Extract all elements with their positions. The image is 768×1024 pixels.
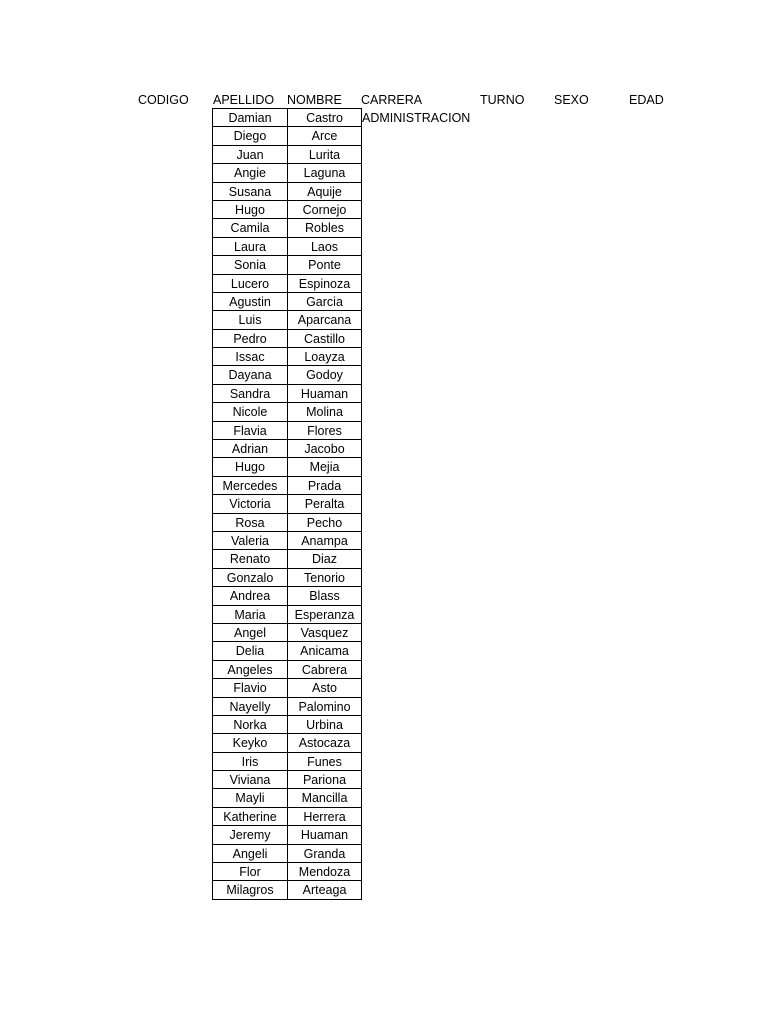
- table-row: [213, 183, 362, 201]
- nombre-cell: Garcia: [288, 293, 362, 311]
- apellido-cell: Iris: [213, 753, 288, 771]
- table-row: [213, 734, 362, 752]
- nombre-cell: Pecho: [288, 514, 362, 532]
- apellido-cell: Susana: [213, 183, 288, 201]
- apellido-cell: Juan: [213, 146, 288, 164]
- nombre-cell: Herrera: [288, 808, 362, 826]
- table-row: [213, 146, 362, 164]
- table-row: [213, 789, 362, 807]
- apellido-cell: Damian: [213, 109, 288, 127]
- nombre-cell: Flores: [288, 422, 362, 440]
- names-table: [212, 108, 362, 900]
- nombre-cell: Lurita: [288, 146, 362, 164]
- nombre-cell: Tenorio: [288, 569, 362, 587]
- apellido-cell: Issac: [213, 348, 288, 366]
- nombre-cell: Funes: [288, 753, 362, 771]
- nombre-cell: Astocaza: [288, 734, 362, 752]
- apellido-cell: Valeria: [213, 532, 288, 550]
- table-row: [213, 422, 362, 440]
- nombre-cell: Cornejo: [288, 201, 362, 219]
- header-nombre: NOMBRE: [287, 93, 342, 107]
- apellido-cell: Flavia: [213, 422, 288, 440]
- table-row: [213, 311, 362, 329]
- table-row: [213, 661, 362, 679]
- header-carrera: CARRERA: [361, 93, 423, 107]
- nombre-cell: Ponte: [288, 256, 362, 274]
- nombre-cell: Aparcana: [288, 311, 362, 329]
- table-row: [213, 403, 362, 421]
- table-row: [213, 863, 362, 881]
- table-row: [213, 771, 362, 789]
- apellido-cell: Nayelly: [213, 698, 288, 716]
- apellido-cell: Jeremy: [213, 826, 288, 844]
- apellido-cell: Angeles: [213, 661, 288, 679]
- nombre-cell: Castillo: [288, 330, 362, 348]
- apellido-cell: Pedro: [213, 330, 288, 348]
- table-row: [213, 293, 362, 311]
- nombre-cell: Arce: [288, 127, 362, 145]
- apellido-cell: Angeli: [213, 845, 288, 863]
- table-row: [213, 330, 362, 348]
- apellido-cell: Delia: [213, 642, 288, 660]
- apellido-cell: Angel: [213, 624, 288, 642]
- table-header: [0, 91, 768, 109]
- nombre-cell: Laguna: [288, 164, 362, 182]
- apellido-cell: Viviana: [213, 771, 288, 789]
- apellido-cell: Hugo: [213, 458, 288, 476]
- table-row: [213, 753, 362, 771]
- nombre-cell: Arteaga: [288, 881, 362, 899]
- table-row: [213, 698, 362, 716]
- apellido-cell: Norka: [213, 716, 288, 734]
- apellido-cell: Angie: [213, 164, 288, 182]
- apellido-cell: Nicole: [213, 403, 288, 421]
- apellido-cell: Mercedes: [213, 477, 288, 495]
- nombre-cell: Urbina: [288, 716, 362, 734]
- nombre-cell: Espinoza: [288, 275, 362, 293]
- table-row: [213, 624, 362, 642]
- nombre-cell: Laos: [288, 238, 362, 256]
- table-row: [213, 219, 362, 237]
- apellido-cell: Gonzalo: [213, 569, 288, 587]
- nombre-cell: Blass: [288, 587, 362, 605]
- table-row: [213, 458, 362, 476]
- apellido-cell: Sonia: [213, 256, 288, 274]
- apellido-cell: Maria: [213, 606, 288, 624]
- nombre-cell: Jacobo: [288, 440, 362, 458]
- nombre-cell: Cabrera: [288, 661, 362, 679]
- nombre-cell: Castro: [288, 109, 362, 127]
- table-row: [213, 532, 362, 550]
- apellido-cell: Keyko: [213, 734, 288, 752]
- header-edad: EDAD: [629, 93, 664, 107]
- nombre-cell: Diaz: [288, 550, 362, 568]
- table-row: [213, 477, 362, 495]
- apellido-cell: Victoria: [213, 495, 288, 513]
- table-row: [213, 238, 362, 256]
- table-row: [213, 256, 362, 274]
- table-row: [213, 366, 362, 384]
- table-row: [213, 881, 362, 899]
- nombre-cell: Prada: [288, 477, 362, 495]
- apellido-cell: Flor: [213, 863, 288, 881]
- apellido-cell: Diego: [213, 127, 288, 145]
- carrera-value: ADMINISTRACION: [362, 111, 471, 125]
- apellido-cell: Hugo: [213, 201, 288, 219]
- nombre-cell: Loayza: [288, 348, 362, 366]
- apellido-cell: Lucero: [213, 275, 288, 293]
- table-row: [213, 127, 362, 145]
- table-row: [213, 109, 362, 127]
- nombre-cell: Granda: [288, 845, 362, 863]
- apellido-cell: Katherine: [213, 808, 288, 826]
- apellido-cell: Adrian: [213, 440, 288, 458]
- nombre-cell: Mancilla: [288, 789, 362, 807]
- header-codigo: CODIGO: [138, 93, 189, 107]
- nombre-cell: Huaman: [288, 385, 362, 403]
- nombre-cell: Mendoza: [288, 863, 362, 881]
- apellido-cell: Sandra: [213, 385, 288, 403]
- table-row: [213, 642, 362, 660]
- nombre-cell: Huaman: [288, 826, 362, 844]
- table-row: [213, 679, 362, 697]
- apellido-cell: Mayli: [213, 789, 288, 807]
- apellido-cell: Camila: [213, 219, 288, 237]
- nombre-cell: Aquije: [288, 183, 362, 201]
- apellido-cell: Luis: [213, 311, 288, 329]
- nombre-cell: Vasquez: [288, 624, 362, 642]
- header-turno: TURNO: [480, 93, 525, 107]
- nombre-cell: Pariona: [288, 771, 362, 789]
- table-row: [213, 587, 362, 605]
- table-row: [213, 495, 362, 513]
- nombre-cell: Mejia: [288, 458, 362, 476]
- table-row: [213, 164, 362, 182]
- apellido-cell: Flavio: [213, 679, 288, 697]
- table-row: [213, 514, 362, 532]
- nombre-cell: Robles: [288, 219, 362, 237]
- header-sexo: SEXO: [554, 93, 589, 107]
- apellido-cell: Agustin: [213, 293, 288, 311]
- apellido-cell: Milagros: [213, 881, 288, 899]
- table-row: [213, 716, 362, 734]
- table-row: [213, 348, 362, 366]
- table-row: [213, 826, 362, 844]
- table-row: [213, 808, 362, 826]
- nombre-cell: Godoy: [288, 366, 362, 384]
- apellido-cell: Laura: [213, 238, 288, 256]
- nombre-cell: Asto: [288, 679, 362, 697]
- apellido-cell: Dayana: [213, 366, 288, 384]
- apellido-cell: Renato: [213, 550, 288, 568]
- nombre-cell: Peralta: [288, 495, 362, 513]
- nombre-cell: Esperanza: [288, 606, 362, 624]
- table-row: [213, 606, 362, 624]
- apellido-cell: Andrea: [213, 587, 288, 605]
- nombre-cell: Palomino: [288, 698, 362, 716]
- apellido-cell: Rosa: [213, 514, 288, 532]
- table-row: [213, 275, 362, 293]
- table-row: [213, 440, 362, 458]
- table-row: [213, 201, 362, 219]
- nombre-cell: Molina: [288, 403, 362, 421]
- table-row: [213, 385, 362, 403]
- table-row: [213, 550, 362, 568]
- table-row: [213, 569, 362, 587]
- nombre-cell: Anampa: [288, 532, 362, 550]
- header-apellido: APELLIDO: [213, 93, 275, 107]
- nombre-cell: Anicama: [288, 642, 362, 660]
- table-row: [213, 845, 362, 863]
